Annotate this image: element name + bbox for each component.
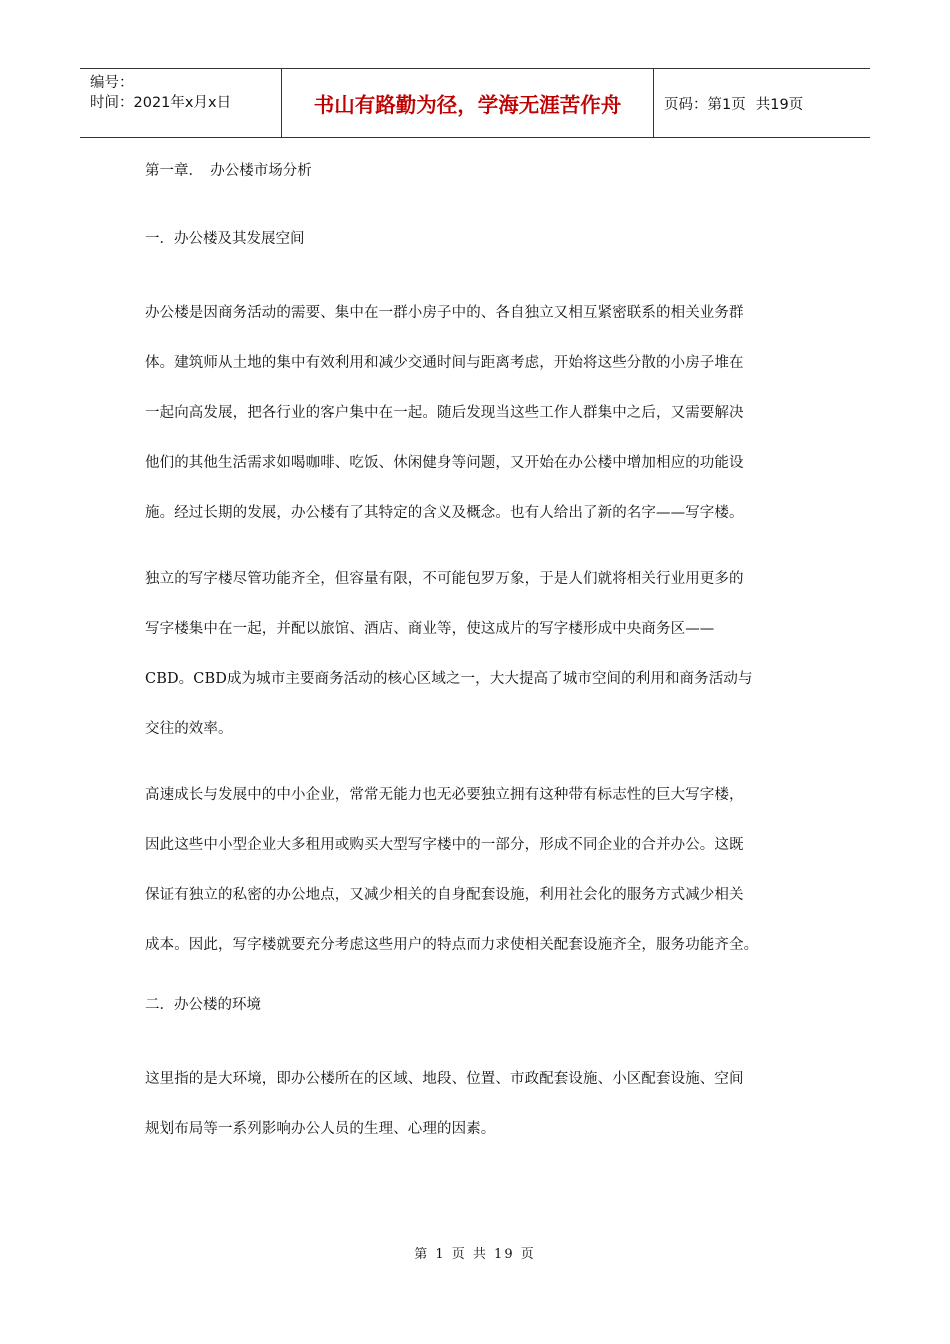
paragraph-line: 高速成长与发展中的中小企业，常常无能力也无必要独立拥有这种带有标志性的巨大写字楼， — [145, 787, 744, 803]
header-page-number: 页码：第1页 — [664, 96, 746, 113]
header-page-total: 共19页 — [755, 96, 804, 113]
paragraph-line: 一起向高发展，把各行业的客户集中在一起。随后发现当这些工作人群集中之后，又需要解决 — [145, 405, 744, 421]
header-motto: 书山有路勤为径，学海无涯苦作舟 — [282, 69, 654, 137]
page-footer: 第 1 页 共 19 页 — [414, 1247, 536, 1262]
document-body — [145, 152, 825, 1170]
paragraph-line: 因此这些中小型企业大多租用或购买大型写字楼中的一部分，形成不同企业的合并办公。这既 — [145, 837, 744, 853]
header-page-info — [654, 69, 870, 137]
section-title-2: 二．办公楼的环境 — [145, 997, 261, 1013]
paragraph-line: 这里指的是大环境，即办公楼所在的区域、地段、位置、市政配套设施、小区配套设施、空间 — [145, 1071, 744, 1087]
paragraph-1 — [145, 288, 825, 538]
chapter-title: 第一章． 办公楼市场分析 — [145, 163, 312, 179]
paragraph-line: 他们的其他生活需求如喝咖啡、吃饭、休闲健身等问题，又开始在办公楼中增加相应的功能设 — [145, 455, 744, 471]
paragraph-2 — [145, 554, 825, 754]
paragraph-line: 写字楼集中在一起，并配以旅馆、酒店、商业等，使这成片的写字楼形成中央商务区—— — [145, 621, 715, 637]
page-header — [80, 68, 870, 138]
paragraph-line: 体。建筑师从土地的集中有效利用和减少交通时间与距离考虑，开始将这些分散的小房子堆在 — [145, 355, 744, 371]
paragraph-line: 交往的效率。 — [145, 721, 233, 737]
section-title-1: 一．办公楼及其发展空间 — [145, 231, 305, 247]
document-number-label: 编号： — [90, 75, 134, 91]
paragraph-line: 独立的写字楼尽管功能齐全，但容量有限，不可能包罗万象，于是人们就将相关行业用更多的 — [145, 571, 744, 587]
paragraph-line: 施。经过长期的发展，办公楼有了其特定的含义及概念。也有人给出了新的名字——写字楼。 — [145, 505, 744, 521]
paragraph-4 — [145, 1054, 825, 1154]
paragraph-line: CBD。CBD成为城市主要商务活动的核心区域之一，大大提高了城市空间的利用和商务活动与 — [145, 671, 753, 687]
paragraph-line: 保证有独立的私密的办公地点，又减少相关的自身配套设施，利用社会化的服务方式减少相关 — [145, 887, 744, 903]
paragraph-line: 成本。因此，写字楼就要充分考虑这些用户的特点而力求使相关配套设施齐全，服务功能齐全。 — [145, 937, 759, 953]
document-time: 时间：2021年x月x日 — [90, 95, 232, 111]
paragraph-line: 办公楼是因商务活动的需要、集中在一群小房子中的、各自独立又相互紧密联系的相关业务群 — [145, 305, 744, 321]
paragraph-line: 规划布局等一系列影响办公人员的生理、心理的因素。 — [145, 1121, 496, 1137]
paragraph-3 — [145, 770, 825, 970]
header-meta — [80, 69, 282, 137]
